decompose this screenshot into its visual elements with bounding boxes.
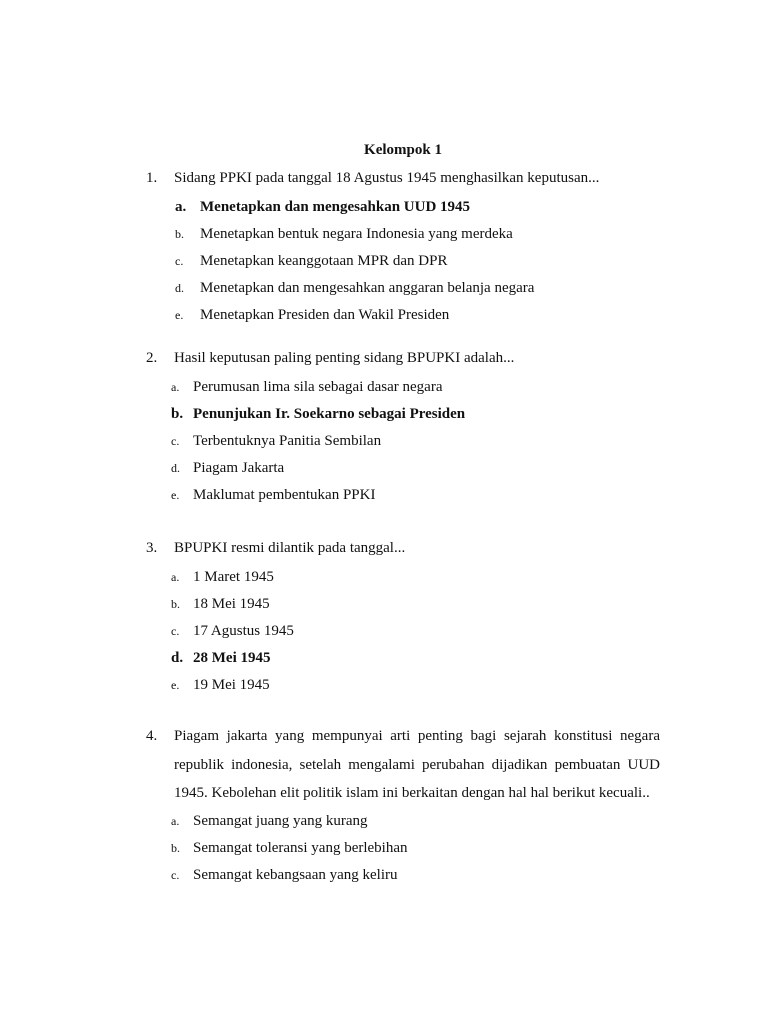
option-text: 18 Mei 1945 (193, 596, 270, 612)
option-1c (175, 248, 660, 275)
option-4a (171, 808, 660, 835)
question-4 (146, 722, 660, 889)
question-2 (146, 348, 660, 509)
option-letter: e. (171, 488, 180, 502)
option-text: Maklumat pembentukan PPKI (193, 487, 376, 503)
question-3 (146, 538, 660, 699)
option-1a (175, 194, 660, 221)
option-4b (171, 835, 660, 862)
option-3c (171, 618, 660, 645)
option-letter: b. (171, 840, 180, 855)
option-3e (171, 672, 660, 699)
option-1b (175, 221, 660, 248)
option-text: Semangat juang yang kurang (193, 812, 368, 829)
question-3-header (146, 538, 660, 558)
option-text: 1 Maret 1945 (193, 569, 274, 585)
option-letter: e. (171, 678, 180, 692)
document-title: Kelompok 1 (364, 142, 442, 158)
option-letter: b. (175, 227, 184, 241)
option-2a (171, 374, 660, 401)
option-letter: b. (171, 597, 180, 611)
option-letter: c. (171, 867, 180, 882)
option-letter: d. (171, 650, 184, 666)
option-1d (175, 275, 660, 302)
option-letter: a. (171, 813, 180, 828)
option-2e (171, 482, 660, 509)
option-text: Menetapkan keanggotaan MPR dan DPR (200, 253, 448, 269)
option-text: Perumusan lima sila sebagai dasar negara (193, 379, 443, 395)
option-text: Semangat toleransi yang berlebihan (193, 839, 408, 856)
option-letter: a. (171, 380, 180, 394)
question-number: 4. (146, 728, 158, 744)
question-number: 3. (146, 540, 158, 556)
option-text: Menetapkan Presiden dan Wakil Presiden (200, 307, 450, 323)
question-text: Sidang PPKI pada tanggal 18 Agustus 1945 menghasilkan keputusan... (174, 170, 600, 186)
option-list (171, 374, 660, 509)
question-2-header (146, 348, 660, 368)
option-text: Semangat kebangsaan yang keliru (193, 866, 398, 883)
question-1 (146, 168, 660, 329)
option-letter: d. (171, 461, 180, 475)
option-4c (171, 862, 660, 889)
option-text: Piagam Jakarta (193, 460, 285, 476)
option-text: 19 Mei 1945 (193, 677, 270, 693)
option-text: Terbentuknya Panitia Sembilan (193, 433, 382, 449)
question-text: BPUPKI resmi dilantik pada tanggal... (174, 540, 406, 556)
option-letter: d. (175, 281, 184, 295)
option-text: 17 Agustus 1945 (193, 623, 294, 639)
option-3b (171, 591, 660, 618)
option-list (171, 564, 660, 699)
option-3d (171, 645, 660, 672)
option-3a (171, 564, 660, 591)
question-text: Hasil keputusan paling penting sidang BPUPKI adalah... (174, 350, 515, 366)
question-number: 1. (146, 170, 158, 186)
question-4-header (146, 722, 660, 808)
option-letter: c. (171, 434, 180, 448)
option-letter: a. (175, 199, 187, 215)
option-1e (175, 302, 660, 329)
question-text: Piagam jakarta yang mempunyai arti penting bagi sejarah konstitusi negara republik indonesia, setelah mengalami perubahan dijadikan pembuatan UUD 1945. Kebolehan elit politik islam ini berkaitan dengan hal hal berikut kecuali.. (174, 728, 660, 801)
option-text: Menetapkan bentuk negara Indonesia yang merdeka (200, 226, 513, 242)
option-list (171, 808, 660, 889)
option-letter: c. (171, 624, 180, 638)
option-letter: a. (171, 570, 180, 584)
option-text: Menetapkan dan mengesahkan UUD 1945 (200, 199, 471, 215)
question-number: 2. (146, 350, 158, 366)
question-1-header (146, 168, 660, 188)
option-letter: b. (171, 406, 184, 422)
option-text: Penunjukan Ir. Soekarno sebagai Presiden (193, 406, 466, 422)
option-letter: c. (175, 254, 184, 268)
option-list (175, 194, 660, 329)
option-2c (171, 428, 660, 455)
option-2d (171, 455, 660, 482)
option-text: 28 Mei 1945 (193, 650, 271, 666)
option-text: Menetapkan dan mengesahkan anggaran belanja negara (200, 280, 535, 296)
option-letter: e. (175, 308, 184, 322)
option-2b (171, 401, 660, 428)
